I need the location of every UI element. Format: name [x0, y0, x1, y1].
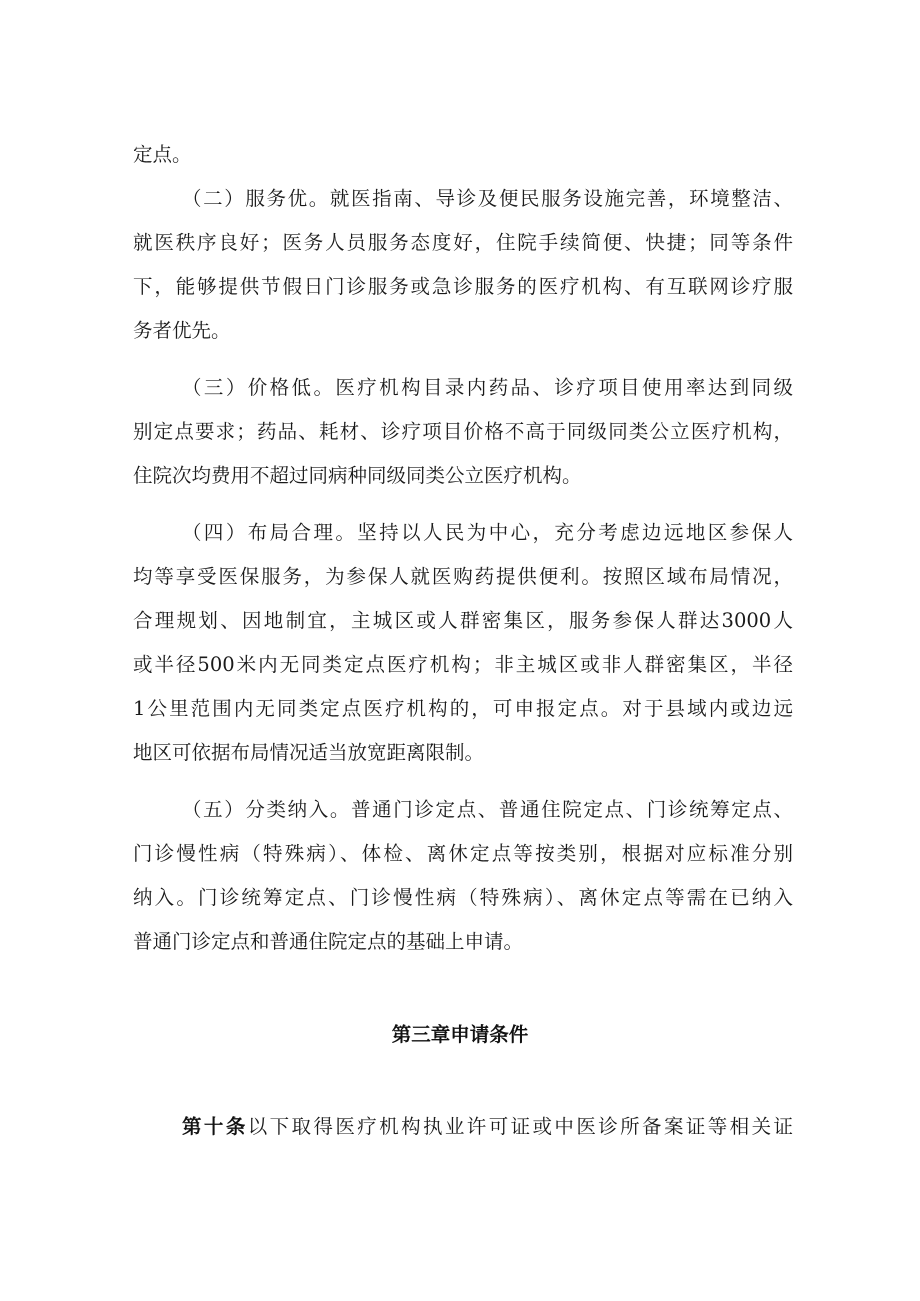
article-number: 第十条	[182, 1115, 248, 1138]
chapter-heading: 第三章申请条件	[391, 1023, 529, 1046]
paragraph-line: 均等享受医保服务，为参保人就医购药提供便利。按照区域布局情况，	[133, 565, 793, 588]
article-line	[182, 1115, 793, 1139]
paragraph-line: 就医秩序良好；医务人员服务态度好，住院手续简便、快捷；同等条件	[133, 231, 793, 254]
paragraph-line: （三）价格低。医疗机构目录内药品、诊疗项目使用率达到同级	[182, 376, 793, 399]
paragraph-line: （二）服务优。就医指南、导诊及便民服务设施完善，环境整洁、	[182, 187, 793, 210]
paragraph-line: 地区可依据布局情况适当放宽距离限制。	[133, 741, 485, 764]
paragraph-line: 别定点要求；药品、耗材、诊疗项目价格不高于同级同类公立医疗机构，	[133, 420, 793, 443]
paragraph-line: 合理规划、因地制宜，主城区或人群密集区，服务参保人群达3000人	[133, 609, 793, 632]
paragraph-line: （四）布局合理。坚持以人民为中心，充分考虑边远地区参保人	[182, 521, 793, 544]
paragraph-line: 纳入。门诊统筹定点、门诊慢性病（特殊病）、离休定点等需在已纳入	[133, 886, 793, 909]
paragraph-line: 住院次均费用不超过同病种同级同类公立医疗机构。	[133, 464, 582, 487]
paragraph-line: 1公里范围内无同类定点医疗机构的，可申报定点。对于县域内或边远	[133, 697, 793, 720]
paragraph-line: 下，能够提供节假日门诊服务或急诊服务的医疗机构、有互联网诊疗服	[133, 275, 793, 298]
paragraph-line: 务者优先。	[133, 319, 231, 342]
paragraph-line: （五）分类纳入。普通门诊定点、普通住院定点、门诊统筹定点、	[182, 798, 793, 821]
paragraph-line: 普通门诊定点和普通住院定点的基础上申请。	[133, 930, 524, 953]
article-text: 以下取得医疗机构执业许可证或中医诊所备案证等相关证	[247, 1115, 793, 1138]
paragraph-line: 门诊慢性病（特殊病）、体检、离休定点等按类别，根据对应标准分别	[133, 842, 793, 865]
paragraph-line: 定点。	[133, 143, 192, 166]
paragraph-line: 或半径500米内无同类定点医疗机构；非主城区或非人群密集区，半径	[133, 653, 793, 676]
